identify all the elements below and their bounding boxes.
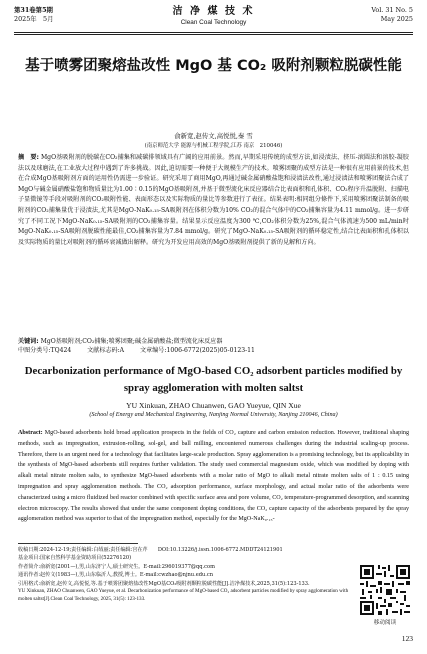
header-center	[14, 6, 413, 27]
clc-number: 中图分类号:TQ424	[18, 347, 72, 354]
header-rule-thin	[14, 34, 413, 35]
abstract-cn-label: 摘 要:	[18, 154, 39, 161]
volume-cn: 第31卷第5期	[14, 6, 53, 14]
paper-title-cn: 基于喷雾团聚熔盐改性 MgO 基 CO₂ 吸附剂颗粒脱碳性能	[25, 58, 402, 74]
classification-line	[18, 346, 409, 355]
date-cn: 2025年 5月	[14, 15, 54, 23]
footnote-first-author: 作者简介:俞新宽(2001—),男,山东济宁人,硕士研究生。E-mail:296019377@qq.com	[18, 563, 215, 570]
header-right	[371, 6, 413, 24]
keywords-cn-label: 关键词:	[18, 338, 39, 345]
footnote-rule	[18, 543, 138, 544]
qr-code-icon[interactable]	[360, 565, 410, 615]
authors-en: YU Xinkuan, ZHAO Chuanwen, GAO Yueyue, QIN Xue	[126, 401, 301, 410]
abstract-cn	[18, 153, 409, 248]
footnote-citation-cn: 引用格式:俞新宽,赵传文,高悦悦,等.基于喷雾团聚熔盐改性MgO基CO₂吸附剂颗粒脱碳性能[J].洁净煤技术,2025,31(5):123-133.	[18, 580, 310, 587]
affiliation-cn: (南京师范大学 能源与机械工程学院,江苏 南京 210046)	[144, 143, 283, 149]
authors-cn: 俞新宽,赵传文,高悦悦,秦 雪	[174, 132, 253, 140]
footnotes	[18, 546, 351, 603]
footnote-corresponding-author: 通讯作者:赵传文(1983—),男,山东临沂人,教授,博士。E-mail:cwzhao@njnu.edu.cn	[18, 572, 214, 579]
page-number: 123	[401, 634, 413, 643]
footnote-funding: 基金项目:国家自然科学基金资助项目(52276120)	[18, 555, 132, 562]
paper-title-en: Decarbonization performance of MgO-based CO₂ adsorbent particles modified by spray agglomeration with molten saltst	[24, 365, 403, 394]
keywords-cn-text: MgO基吸附剂;CO₂捕集;喷雾团聚;碱金属硝酸盐;微型流化床反应器	[40, 338, 223, 345]
abstract-cn-text: MgO基吸附剂的脱碳在CO₂捕集和减碳排领域具有广阔的应用前景。然而,早期采用传统的成型方法,如浸渍法、挤压-滚圆法和溶胶-凝胶法以及球磨法,在工业放大过程中遇到了许多挑战。因此,迫切需要一种便于大规模生产的技术。喷雾团聚的成型方法是一种很有应用前景的技术,但在合成MgO基吸附剂方面的运用性仍需进一步验证。研究采用了商用MgO,再通过碱金属硝酸盐饱和浸渍法改性,通过浸渍法和喷雾团聚法合成了MgO与碱金属硝酸盐饱和物质量比为1.00∶0.15的MgO基吸附剂,并基于微型流化床反应器结合比表面积和孔体积、CO₂程序升温脱附、扫描电子显微镜等手段对吸附剂的CO₂吸附性能、表面形态以及实际物质的量比等参数进行了表征。结果表明:相同组分條件下,采用喷雾团聚法制备的吸附剂的CO₂捕集量优于浸渍法,尤其是MgO-NaK₀.₁₅-SA吸附剂在体积分数为10% CO₂的混合气体中的CO₂捕集容量为4.11 mmol/g。进一步研究了不同工况下MgO-NaK₀.₁₅-SA吸附剂的CO₂捕集容量。结果显示反应温度为300 ℃,CO₂体积分数为25%,混合气体流速为500 mL/min时MgO-NaK₀.₁₅-SA吸附剂脱碳性能最佳,CO₂捕集容量为7.84 mmol/g。研究了MgO-NaK₀.₁₅-SA吸附剂的循环稳定性,结合比表面积和孔体积以及实际物质的量比对吸附剂的循环衰减做出解释。研究为开发应用高效的MgO基吸附剂提供了新的見解和方向。	[18, 154, 410, 246]
abstract-en-label: Abstract:	[18, 430, 43, 436]
volume-en: Vol. 31 No. 5	[371, 6, 413, 14]
journal-name-en: Clean Coal Technology	[180, 19, 247, 26]
footnote-received: 收稿日期:2024-12-19;责任编辑:白绒丽;责任编辑:宫在芹 DOI:10.13226/j.issn.1006-6772.MDDT24121901	[18, 547, 283, 553]
article-number: 文章编号:1006-6772(2025)05-0123-11	[140, 347, 255, 354]
header-rule	[14, 32, 413, 33]
affiliation-en: (School of Energy and Mechanical Engineering, Nanjing Normal University, Nanjing 210046, China)	[89, 412, 338, 418]
document-code: 文献标志码:A	[87, 347, 125, 354]
date-en: May 2025	[380, 15, 413, 23]
abstract-en-text: MgO-based adsorbents hold broad application prospects in the fields of CO₂ capture and carbon emission reduction. However, traditional shaping methods, such as impregnation, extrusion-rolling, sol-gel, and ball milling, encountered numerous challenges during the industrial scaling-up process. Therefore, there is an urgent need for a technology that facilitates large-scale production. Spray agglomeration is a promising technology, but its applicability in the synthesis of MgO-based adsorbents still requires further validation. The study used commercial magnesium oxide, which was modified by doping with alkali metal nitrate molten salts, to synthesize MgO-based adsorbents with a molar ratio of MgO to alkali metal nitrate molten salts of 1 : 0.15 using impregnation and spray agglomeration methods. The CO₂ adsorption performance, surface morphology, and actual molar ratio of the adsorbents were characterized using a micro fluidized bed reactor combined with specific surface area and pore volume, CO₂ temperature-programmed desorption, and scanning electron microscopy. The results showed that under the same component doping conditions, the CO₂ capture capacity of the adsorbents prepared by the spray agglomeration method was superior to that of the impregnation method, especially for the MgO-NaK₀.₁₅-	[18, 430, 409, 523]
abstract-en	[18, 428, 409, 525]
journal-name-cn: 洁 净 煤 技 术	[172, 6, 255, 17]
qr-caption: 移动阅读	[373, 620, 397, 626]
keywords-cn	[18, 337, 409, 346]
footnote-citation-en: YU Xinkuan, ZHAO Chuanwen, GAO Yueyue, et al. Decarbonization performance of MgO-based CO₂ adsorbent particles modified by spray agglomeration with molten saltst[J].Clean Coal Technology, 2025, 31(5): 123-133.	[18, 588, 349, 602]
